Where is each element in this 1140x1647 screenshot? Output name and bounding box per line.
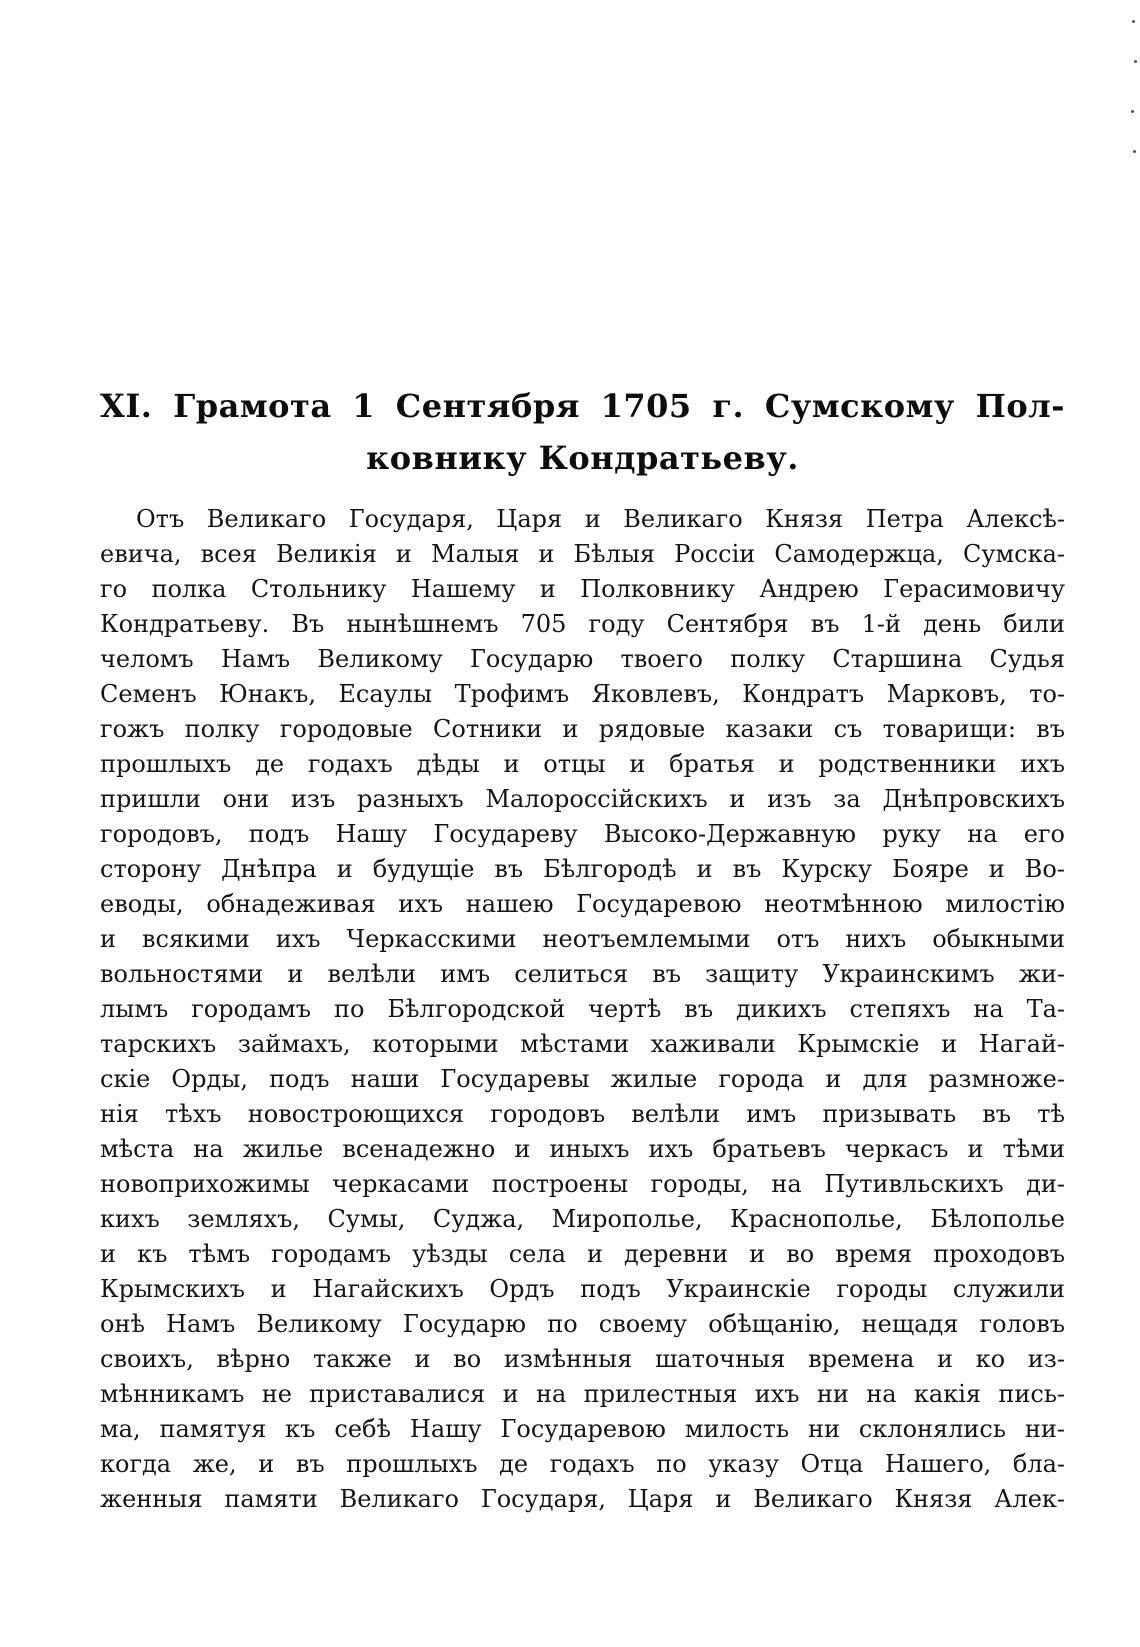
body-line: еводы, обнадеживая ихъ нашею Государевою неотмѣнною милостію — [100, 890, 1065, 918]
body-line: гожъ полку городовые Сотники и рядовые казаки съ товарищи: въ — [100, 715, 1065, 743]
body-line: ма, памятуя къ себѣ Нашу Государевою милость ни склонялись ни- — [100, 1415, 1065, 1443]
body-line: сторону Днѣпра и будущіе въ Бѣлгородѣ и въ Курску Бояре и Во- — [100, 855, 1065, 883]
body-line: евича, всея Великія и Малыя и Бѣлыя Россіи Самодержца, Сумска- — [100, 540, 1065, 568]
title-line-1: XI. Грамота 1 Сентября 1705 г. Сумскому Пол- — [100, 387, 1065, 425]
body-line: вольностями и велѣли имъ селиться въ защиту Украинскимъ жи- — [100, 960, 1065, 988]
body-line: Отъ Великаго Государя, Царя и Великаго Князя Петра Алексѣ- — [136, 505, 1065, 533]
title-line-2: ковнику Кондратьеву. — [366, 439, 799, 477]
body-line: кихъ земляхъ, Сумы, Суджа, Мирополье, Краснополье, Бѣлополье — [100, 1205, 1065, 1233]
body-line: мѣнникамъ не приставалися и на прилестныя ихъ ни на какія пись- — [100, 1380, 1065, 1408]
body-line: новоприхожимы черкасами построены городы, на Путивльскихъ ди- — [100, 1170, 1065, 1198]
body-line: онѣ Намъ Великому Государю по своему обѣщанію, нещадя головъ — [100, 1310, 1065, 1338]
body-line: скіе Орды, подъ наши Государевы жилые города и для размноже- — [100, 1065, 1065, 1093]
body-line: городовъ, подъ Нашу Государеву Высоко-Державную руку на его — [100, 820, 1065, 848]
body-line: и къ тѣмъ городамъ уѣзды села и деревни и во время проходовъ — [100, 1240, 1065, 1268]
body-line: прошлыхъ де годахъ дѣды и отцы и братья и родственники ихъ — [100, 750, 1065, 778]
body-line: Кондратьеву. Въ нынѣшнемъ 705 году Сентября въ 1-й день били — [100, 610, 1065, 638]
body-line: нія тѣхъ новостроющихся городовъ велѣли имъ призывать въ тѣ — [100, 1100, 1065, 1128]
body-line: женныя памяти Великаго Государя, Царя и Великаго Князя Алек- — [100, 1485, 1065, 1513]
body-line: Крымскихъ и Нагайскихъ Ордъ подъ Украинскіе городы служили — [100, 1275, 1065, 1303]
body-line: лымъ городамъ по Бѣлгородской чертѣ въ дикихъ степяхъ на Та- — [100, 995, 1065, 1023]
body-line: го полка Стольнику Нашему и Полковнику Андрею Герасимовичу — [100, 575, 1065, 603]
scan-edge-marks — [1128, 0, 1140, 180]
body-line: мѣста на жилье всенадежно и иныхъ ихъ братьевъ черкасъ и тѣми — [100, 1135, 1065, 1163]
document-title — [100, 380, 1065, 484]
body-line: когда же, и въ прошлыхъ де годахъ по указу Отца Нашего, бла- — [100, 1450, 1065, 1478]
body-line: тарскихъ займахъ, которыми мѣстами хаживали Крымскіе и Нагай- — [100, 1030, 1065, 1058]
body-line: челомъ Намъ Великому Государю твоего полку Старшина Судья — [100, 645, 1065, 673]
document-body — [100, 502, 1065, 1517]
body-line: Семенъ Юнакъ, Есаулы Трофимъ Яковлевъ, Кондратъ Марковъ, то- — [100, 680, 1065, 708]
body-line: своихъ, вѣрно также и во измѣнныя шаточныя времена и ко из- — [100, 1345, 1065, 1373]
body-line: и всякими ихъ Черкасскими неотъемлемыми отъ нихъ обыкными — [100, 925, 1065, 953]
body-line: пришли они изъ разныхъ Малороссійскихъ и изъ за Днѣпровскихъ — [100, 785, 1065, 813]
